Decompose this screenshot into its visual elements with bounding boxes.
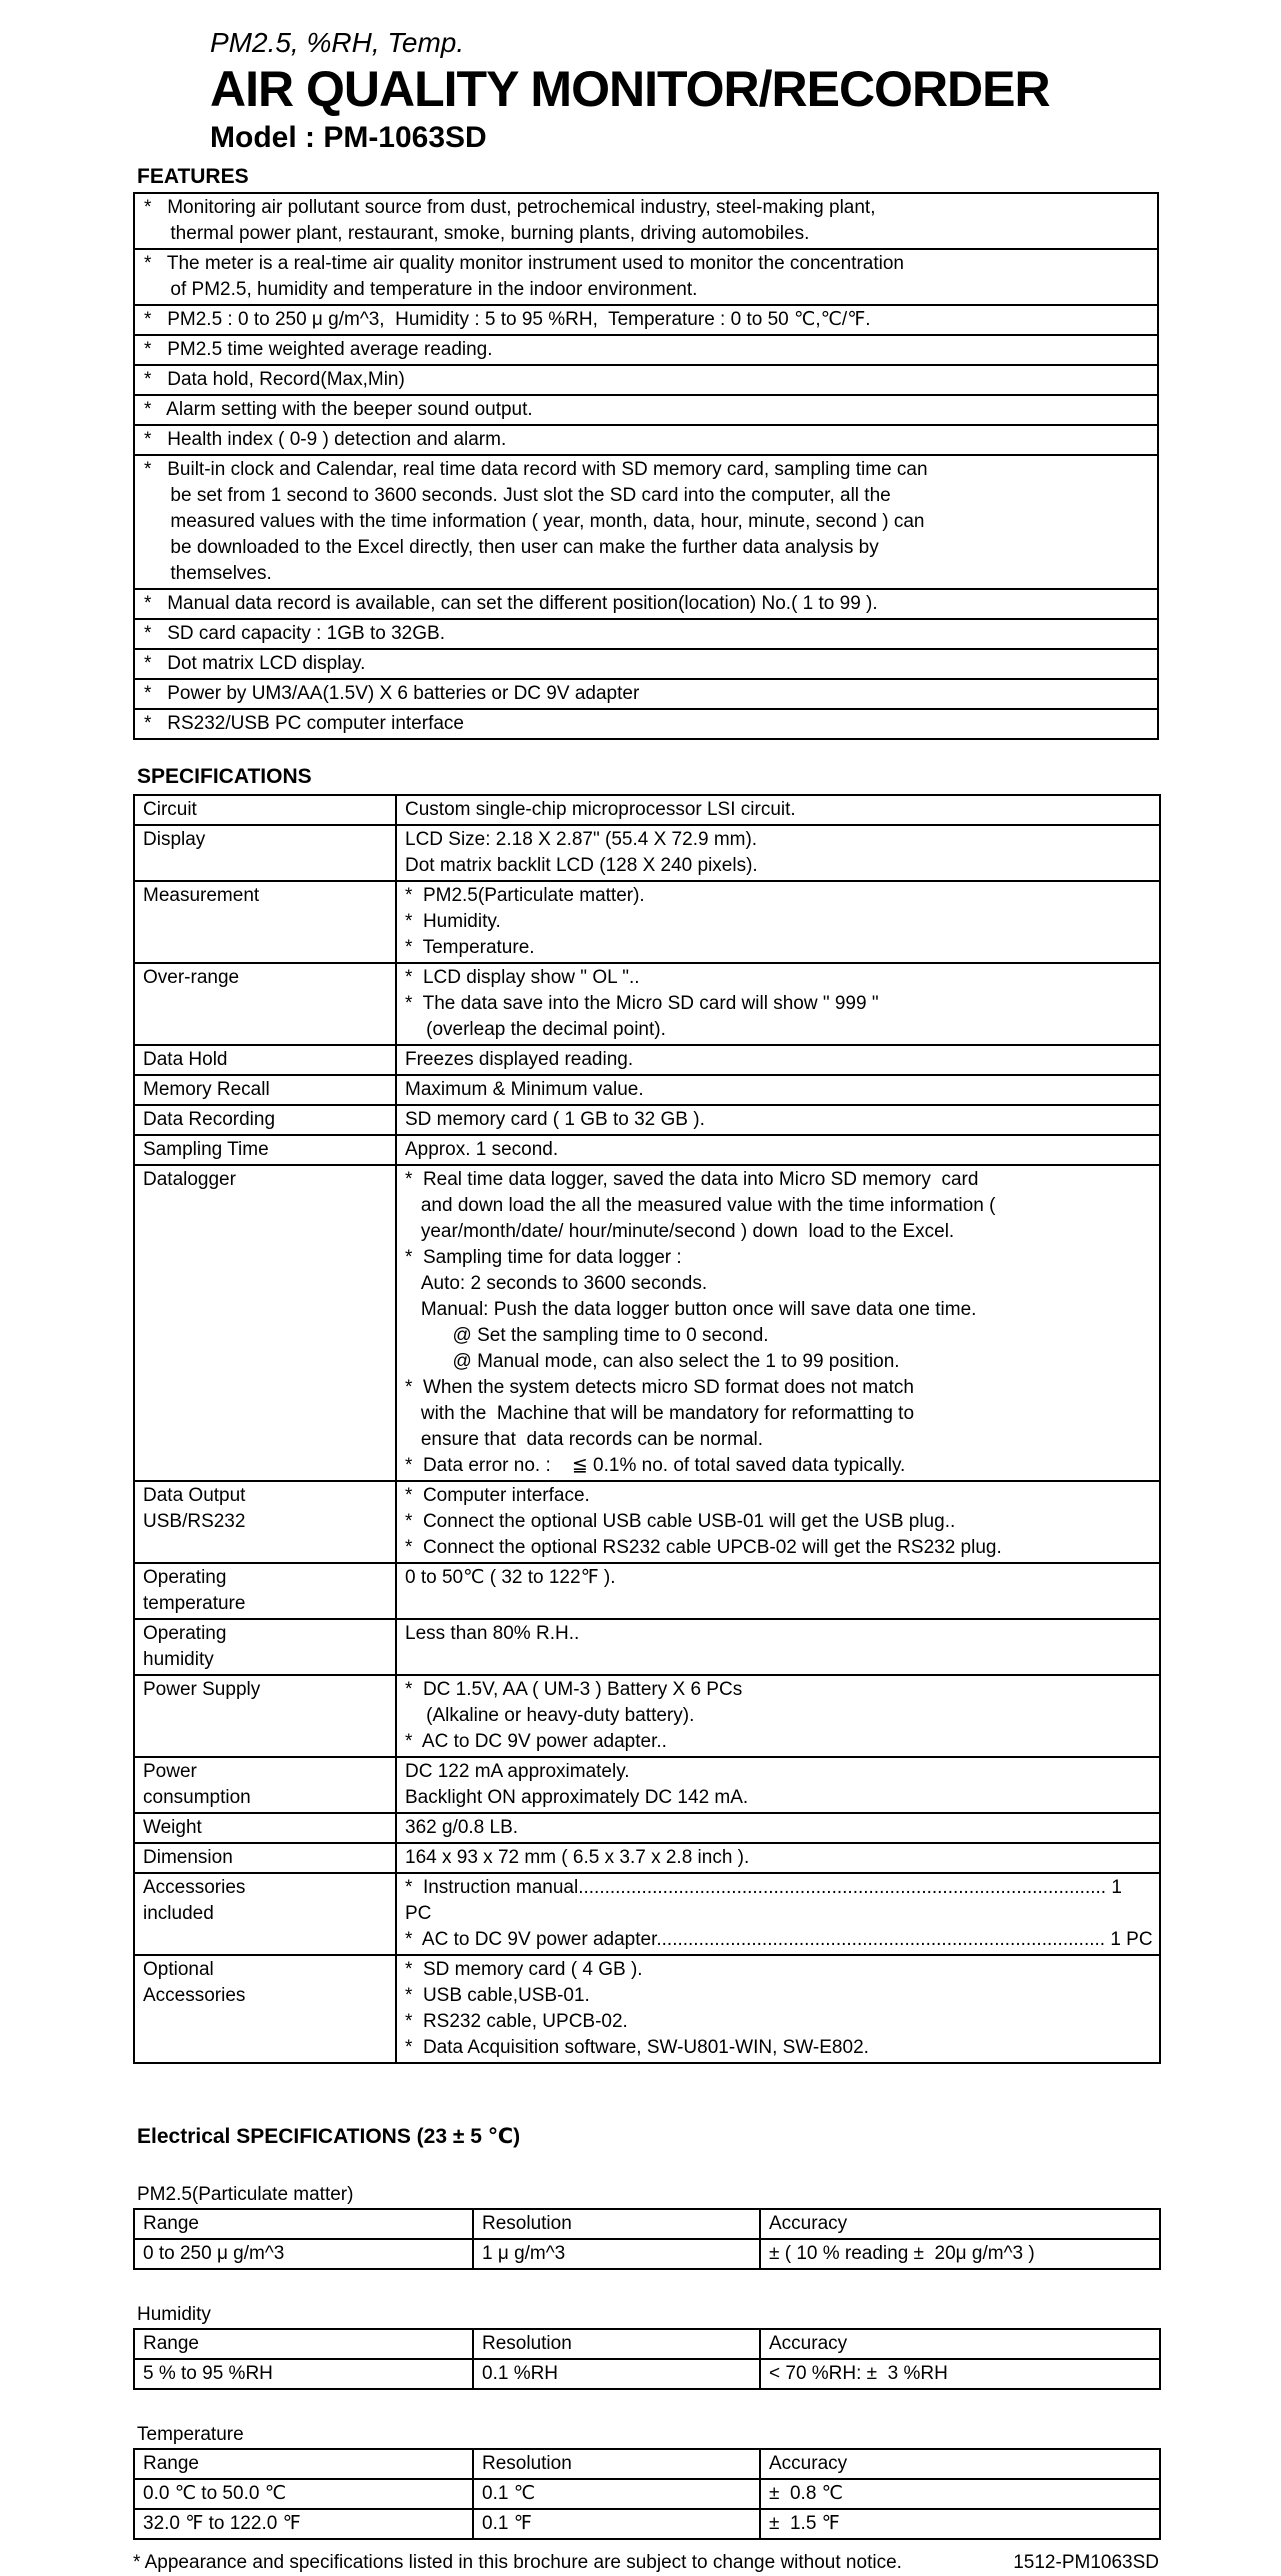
electrical-table-head (134, 2209, 1160, 2239)
spec-value-line: @ Manual mode, can also select the 1 to 99 position. (405, 1351, 900, 1372)
product-model: Model : PM-1063SD (210, 121, 487, 154)
spec-value-cell (396, 795, 1160, 825)
spec-value-lines (405, 965, 1153, 1043)
spec-value-line: and down load the all the measured value with the time information ( (405, 1195, 996, 1216)
spec-row (134, 1105, 1160, 1135)
feature-text-line: of PM2.5, humidity and temperature in the indoor environment. (144, 279, 698, 300)
spec-value-line: * SD memory card ( 4 GB ). (405, 1959, 643, 1980)
spec-value-cell (396, 1165, 1160, 1481)
feature-text-line: * PM2.5 : 0 to 250 μ g/m^3, Humidity : 5 to 95 %RH, Temperature : 0 to 50 ℃,℃/℉. (144, 309, 871, 330)
footer-note: * Appearance and specifications listed in this brochure are subject to change without notice. (133, 2552, 902, 2573)
spec-row (134, 1045, 1160, 1075)
spec-value-line: Custom single-chip microprocessor LSI circuit. (405, 799, 796, 820)
spec-value-line: * The data save into the Micro SD card will show " 999 " (405, 993, 879, 1014)
spec-value-line: * Connect the optional USB cable USB-01 will get the USB plug.. (405, 1511, 956, 1532)
feature-lines (144, 251, 1149, 303)
feature-text-line: themselves. (144, 563, 272, 584)
feature-lines (144, 681, 1149, 707)
spec-row (134, 1135, 1160, 1165)
spec-label-line: humidity (143, 1649, 214, 1670)
spec-value-lines (405, 1815, 1153, 1841)
spec-row (134, 1165, 1160, 1481)
spec-value-cell (396, 1563, 1160, 1619)
feature-text-line: * Monitoring air pollutant source from dust, petrochemical industry, steel-making plant, (144, 197, 876, 218)
spec-label-line: Data Hold (143, 1049, 228, 1070)
feature-row (134, 335, 1158, 365)
spec-row (134, 1619, 1160, 1675)
spec-label-lines (143, 883, 389, 909)
spec-row (134, 825, 1160, 881)
spec-label-lines (143, 1483, 389, 1535)
feature-text-line: measured values with the time information ( year, month, data, hour, minute, second ) can (144, 511, 925, 532)
electrical-table-title: Temperature (137, 2424, 244, 2445)
spec-value-line: Maximum & Minimum value. (405, 1079, 644, 1100)
feature-text-line: * Power by UM3/AA(1.5V) X 6 batteries or DC 9V adapter (144, 683, 640, 704)
spec-value-lines (405, 1621, 1153, 1647)
spec-label-line: USB/RS232 (143, 1511, 246, 1532)
features-table (133, 192, 1159, 740)
feature-lines (144, 367, 1149, 393)
feature-cell (134, 679, 1158, 709)
electrical-column-header: Accuracy (760, 2449, 1160, 2479)
specifications-table-body (134, 795, 1160, 2063)
electrical-table-head (134, 2329, 1160, 2359)
feature-row (134, 619, 1158, 649)
spec-label-cell (134, 1843, 396, 1873)
spec-value-line: with the Machine that will be mandatory for reformatting to (405, 1403, 915, 1424)
electrical-data-cell: ± 1.5 ℉ (760, 2509, 1160, 2539)
page-title: AIR QUALITY MONITOR/RECORDER (210, 61, 1050, 117)
spec-label-lines (143, 1875, 389, 1927)
electrical-table-head (134, 2449, 1160, 2479)
spec-value-line: * When the system detects micro SD format does not match (405, 1377, 914, 1398)
spec-value-lines (405, 1957, 1153, 2061)
spec-label-lines (143, 1107, 389, 1133)
spec-value-line: 164 x 93 x 72 mm ( 6.5 x 3.7 x 2.8 inch ). (405, 1847, 750, 1868)
spec-label-cell (134, 881, 396, 963)
feature-row (134, 249, 1158, 305)
spec-value-line: Dot matrix backlit LCD (128 X 240 pixels). (405, 855, 758, 876)
feature-lines (144, 427, 1149, 453)
feature-text-line: * Data hold, Record(Max,Min) (144, 369, 405, 390)
spec-value-line: 362 g/0.8 LB. (405, 1817, 519, 1838)
spec-value-line: * USB cable,USB-01. (405, 1985, 590, 2006)
spec-value-line: * RS232 cable, UPCB-02. (405, 2011, 628, 2032)
feature-cell (134, 709, 1158, 739)
feature-cell (134, 193, 1158, 249)
product-subtitle: PM2.5, %RH, Temp. (210, 27, 465, 58)
spec-label-cell (134, 1105, 396, 1135)
spec-label-cell (134, 1757, 396, 1813)
spec-value-line: (Alkaline or heavy-duty battery). (405, 1705, 695, 1726)
spec-value-lines (405, 1677, 1153, 1755)
spec-label-cell (134, 825, 396, 881)
electrical-data-cell: < 70 %RH: ± 3 %RH (760, 2359, 1160, 2389)
feature-row (134, 193, 1158, 249)
feature-text-line: * Alarm setting with the beeper sound output. (144, 399, 533, 420)
spec-value-lines (405, 1875, 1153, 1953)
feature-cell (134, 649, 1158, 679)
electrical-header-row (134, 2449, 1160, 2479)
spec-value-cell (396, 1813, 1160, 1843)
feature-text-line: * The meter is a real-time air quality monitor instrument used to monitor the concentration (144, 253, 904, 274)
spec-value-lines (405, 1167, 1153, 1479)
feature-text-line: thermal power plant, restaurant, smoke, burning plants, driving automobiles. (144, 223, 810, 244)
feature-cell (134, 425, 1158, 455)
feature-text-line: * PM2.5 time weighted average reading. (144, 339, 493, 360)
spec-label-lines (143, 1957, 389, 2009)
feature-cell (134, 619, 1158, 649)
spec-label-cell (134, 1165, 396, 1481)
spec-value-line: * Instruction manual.................................................................................................... 1 PC (405, 1877, 1128, 1924)
spec-row (134, 881, 1160, 963)
spec-value-line: * Data error no. : ≦ 0.1% no. of total saved data typically. (405, 1455, 906, 1476)
spec-label-lines (143, 1815, 389, 1841)
spec-label-line: Weight (143, 1817, 202, 1838)
spec-label-line: Dimension (143, 1847, 233, 1868)
spec-label-lines (143, 1137, 389, 1163)
electrical-table-title: PM2.5(Particulate matter) (137, 2184, 354, 2205)
spec-value-lines (405, 827, 1153, 879)
feature-row (134, 425, 1158, 455)
spec-label-line: Measurement (143, 885, 260, 906)
spec-value-line: LCD Size: 2.18 X 2.87" (55.4 X 72.9 mm). (405, 829, 758, 850)
electrical-column-header: Range (134, 2449, 473, 2479)
spec-value-line: DC 122 mA approximately. (405, 1761, 630, 1782)
specifications-table (133, 794, 1161, 2064)
feature-row (134, 649, 1158, 679)
feature-lines (144, 621, 1149, 647)
features-heading: FEATURES (137, 165, 249, 188)
feature-row (134, 365, 1158, 395)
spec-label-line: Power (143, 1761, 197, 1782)
electrical-header-row (134, 2209, 1160, 2239)
spec-label-line: consumption (143, 1787, 251, 1808)
feature-cell (134, 455, 1158, 589)
spec-value-line: * Sampling time for data logger : (405, 1247, 682, 1268)
spec-label-lines (143, 1845, 389, 1871)
spec-label-lines (143, 1621, 389, 1673)
spec-label-cell (134, 1075, 396, 1105)
feature-text-line: be downloaded to the Excel directly, then user can make the further data analysis by (144, 537, 879, 558)
spec-value-line: * PM2.5(Particulate matter). (405, 885, 645, 906)
spec-label-lines (143, 827, 389, 853)
electrical-table-body (134, 2239, 1160, 2269)
document-content (133, 26, 1159, 2576)
feature-lines (144, 195, 1149, 247)
spec-value-lines (405, 1759, 1153, 1811)
electrical-table (133, 2328, 1161, 2390)
spec-value-line: Less than 80% R.H.. (405, 1623, 580, 1644)
spec-value-line: 0 to 50℃ ( 32 to 122℉ ). (405, 1567, 616, 1588)
electrical-table-block (133, 2182, 1159, 2270)
electrical-data-cell: 0.1 %RH (473, 2359, 760, 2389)
feature-row (134, 305, 1158, 335)
electrical-column-header: Range (134, 2209, 473, 2239)
electrical-data-cell: 0.0 ℃ to 50.0 ℃ (134, 2479, 473, 2509)
electrical-specifications-heading: Electrical SPECIFICATIONS (23 ± 5 ℃) (137, 2125, 521, 2148)
feature-row (134, 679, 1158, 709)
spec-value-cell (396, 825, 1160, 881)
spec-value-cell (396, 1955, 1160, 2063)
spec-label-line: Datalogger (143, 1169, 236, 1190)
spec-row (134, 963, 1160, 1045)
spec-value-lines (405, 797, 1153, 823)
spec-label-cell (134, 1619, 396, 1675)
spec-label-cell (134, 1045, 396, 1075)
electrical-data-cell: 0.1 ℃ (473, 2479, 760, 2509)
spec-label-line: included (143, 1903, 214, 1924)
spec-label-cell (134, 963, 396, 1045)
feature-text-line: * RS232/USB PC computer interface (144, 713, 464, 734)
spec-label-cell (134, 1813, 396, 1843)
electrical-column-header: Accuracy (760, 2329, 1160, 2359)
feature-text-line: * Dot matrix LCD display. (144, 653, 366, 674)
electrical-data-cell: 0 to 250 μ g/m^3 (134, 2239, 473, 2269)
electrical-table-block (133, 2422, 1159, 2540)
spec-label-line: Operating (143, 1623, 227, 1644)
spec-label-cell (134, 1873, 396, 1955)
spec-value-line: Manual: Push the data logger button once will save data one time. (405, 1299, 977, 1320)
spec-label-line: temperature (143, 1593, 246, 1614)
feature-row (134, 589, 1158, 619)
spec-value-line: * Computer interface. (405, 1485, 590, 1506)
spec-label-lines (143, 1677, 389, 1703)
spec-label-cell (134, 1563, 396, 1619)
electrical-column-header: Resolution (473, 2449, 760, 2479)
feature-cell (134, 305, 1158, 335)
spec-label-line: Operating (143, 1567, 227, 1588)
spec-value-lines (405, 1107, 1153, 1133)
spec-label-lines (143, 1565, 389, 1617)
spec-value-lines (405, 1845, 1153, 1871)
spec-row (134, 1757, 1160, 1813)
spec-label-lines (143, 797, 389, 823)
spec-row (134, 1481, 1160, 1563)
electrical-table (133, 2448, 1161, 2540)
electrical-header-row (134, 2329, 1160, 2359)
spec-label-line: Optional (143, 1959, 214, 1980)
electrical-table (133, 2208, 1161, 2270)
feature-text-line: * SD card capacity : 1GB to 32GB. (144, 623, 445, 644)
feature-cell (134, 589, 1158, 619)
spec-value-cell (396, 1045, 1160, 1075)
spec-value-line: Freezes displayed reading. (405, 1049, 634, 1070)
spec-value-line: Approx. 1 second. (405, 1139, 559, 1160)
feature-lines (144, 591, 1149, 617)
spec-label-cell (134, 1135, 396, 1165)
spec-label-line: Display (143, 829, 206, 850)
electrical-column-header: Resolution (473, 2209, 760, 2239)
feature-text-line: be set from 1 second to 3600 seconds. Just slot the SD card into the computer, all the (144, 485, 891, 506)
spec-row (134, 1563, 1160, 1619)
spec-value-cell (396, 963, 1160, 1045)
spec-label-line: Power Supply (143, 1679, 261, 1700)
spec-value-cell (396, 1075, 1160, 1105)
spec-row (134, 795, 1160, 825)
spec-value-lines (405, 1047, 1153, 1073)
feature-text-line: * Built-in clock and Calendar, real time data record with SD memory card, sampling time can (144, 459, 928, 480)
spec-label-lines (143, 1759, 389, 1811)
spec-label-line: Over-range (143, 967, 240, 988)
spec-value-cell (396, 1135, 1160, 1165)
spec-value-cell (396, 1481, 1160, 1563)
feature-lines (144, 307, 1149, 333)
electrical-tables (133, 2182, 1159, 2540)
spec-value-line: * Real time data logger, saved the data into Micro SD memory card (405, 1169, 979, 1190)
spec-value-lines (405, 1483, 1153, 1561)
spec-label-cell (134, 795, 396, 825)
spec-row (134, 1873, 1160, 1955)
electrical-data-row (134, 2359, 1160, 2389)
spec-value-line: * AC to DC 9V power adapter..................................................................................... 1 PC (405, 1929, 1153, 1950)
feature-text-line: * Health index ( 0-9 ) detection and alarm. (144, 429, 507, 450)
spec-label-lines (143, 1047, 389, 1073)
spec-value-cell (396, 1843, 1160, 1873)
feature-row (134, 455, 1158, 589)
spec-value-line: Auto: 2 seconds to 3600 seconds. (405, 1273, 708, 1294)
spec-row (134, 1955, 1160, 2063)
spec-value-line: * Temperature. (405, 937, 535, 958)
spec-label-line: Data Output (143, 1485, 246, 1506)
electrical-column-header: Range (134, 2329, 473, 2359)
spec-value-cell (396, 1873, 1160, 1955)
spec-value-line: * Data Acquisition software, SW-U801-WIN, SW-E802. (405, 2037, 869, 2058)
footer-code: 1512-PM1063SD (1013, 2552, 1159, 2573)
spec-label-lines (143, 1167, 389, 1193)
feature-cell (134, 335, 1158, 365)
spec-label-cell (134, 1481, 396, 1563)
spec-value-line: Backlight ON approximately DC 142 mA. (405, 1787, 749, 1808)
spec-label-line: Memory Recall (143, 1079, 270, 1100)
spec-value-cell (396, 1619, 1160, 1675)
spec-value-lines (405, 883, 1153, 961)
feature-lines (144, 651, 1149, 677)
spec-label-line: Accessories (143, 1985, 246, 2006)
feature-cell (134, 249, 1158, 305)
feature-lines (144, 337, 1149, 363)
spec-value-line: ensure that data records can be normal. (405, 1429, 764, 1450)
feature-cell (134, 365, 1158, 395)
spec-value-line: @ Set the sampling time to 0 second. (405, 1325, 769, 1346)
spec-value-line: * LCD display show " OL ".. (405, 967, 640, 988)
spec-value-line: SD memory card ( 1 GB to 32 GB ). (405, 1109, 705, 1130)
feature-row (134, 395, 1158, 425)
spec-value-line: (overleap the decimal point). (405, 1019, 666, 1040)
electrical-table-body (134, 2479, 1160, 2539)
spec-label-cell (134, 1955, 396, 2063)
electrical-data-cell: 32.0 ℉ to 122.0 ℉ (134, 2509, 473, 2539)
footer (133, 2550, 1159, 2576)
electrical-data-cell: 5 % to 95 %RH (134, 2359, 473, 2389)
spec-label-lines (143, 1077, 389, 1103)
electrical-data-row (134, 2239, 1160, 2269)
spec-value-line: * Humidity. (405, 911, 501, 932)
electrical-column-header: Resolution (473, 2329, 760, 2359)
spec-label-line: Data Recording (143, 1109, 276, 1130)
spec-value-cell (396, 1105, 1160, 1135)
spec-value-cell (396, 881, 1160, 963)
spec-value-cell (396, 1757, 1160, 1813)
electrical-data-cell: ± ( 10 % reading ± 20μ g/m^3 ) (760, 2239, 1160, 2269)
spec-value-lines (405, 1565, 1153, 1591)
features-table-body (134, 193, 1158, 739)
spec-value-lines (405, 1137, 1153, 1163)
spec-value-line: year/month/date/ hour/minute/second ) down load to the Excel. (405, 1221, 955, 1242)
feature-row (134, 709, 1158, 739)
spec-value-line: * AC to DC 9V power adapter.. (405, 1731, 667, 1752)
feature-cell (134, 395, 1158, 425)
feature-lines (144, 397, 1149, 423)
feature-lines (144, 457, 1149, 587)
electrical-table-title: Humidity (137, 2304, 211, 2325)
feature-lines (144, 711, 1149, 737)
spec-row (134, 1813, 1160, 1843)
spec-label-line: Sampling Time (143, 1139, 269, 1160)
spec-label-line: Accessories (143, 1877, 246, 1898)
spec-value-lines (405, 1077, 1153, 1103)
specifications-heading: SPECIFICATIONS (137, 765, 312, 788)
spec-row (134, 1675, 1160, 1757)
electrical-data-cell: ± 0.8 ℃ (760, 2479, 1160, 2509)
spec-label-line: Circuit (143, 799, 197, 820)
spec-value-cell (396, 1675, 1160, 1757)
spec-row (134, 1075, 1160, 1105)
spec-value-line: * DC 1.5V, AA ( UM-3 ) Battery X 6 PCs (405, 1679, 743, 1700)
electrical-data-cell: 1 μ g/m^3 (473, 2239, 760, 2269)
electrical-data-cell: 0.1 ℉ (473, 2509, 760, 2539)
electrical-table-body (134, 2359, 1160, 2389)
spec-label-lines (143, 965, 389, 991)
electrical-column-header: Accuracy (760, 2209, 1160, 2239)
electrical-data-row (134, 2479, 1160, 2509)
electrical-table-block (133, 2302, 1159, 2390)
spec-value-line: * Connect the optional RS232 cable UPCB-02 will get the RS232 plug. (405, 1537, 1002, 1558)
spec-row (134, 1843, 1160, 1873)
spec-label-cell (134, 1675, 396, 1757)
feature-text-line: * Manual data record is available, can set the different position(location) No.( 1 to 99 ). (144, 593, 878, 614)
electrical-data-row (134, 2509, 1160, 2539)
